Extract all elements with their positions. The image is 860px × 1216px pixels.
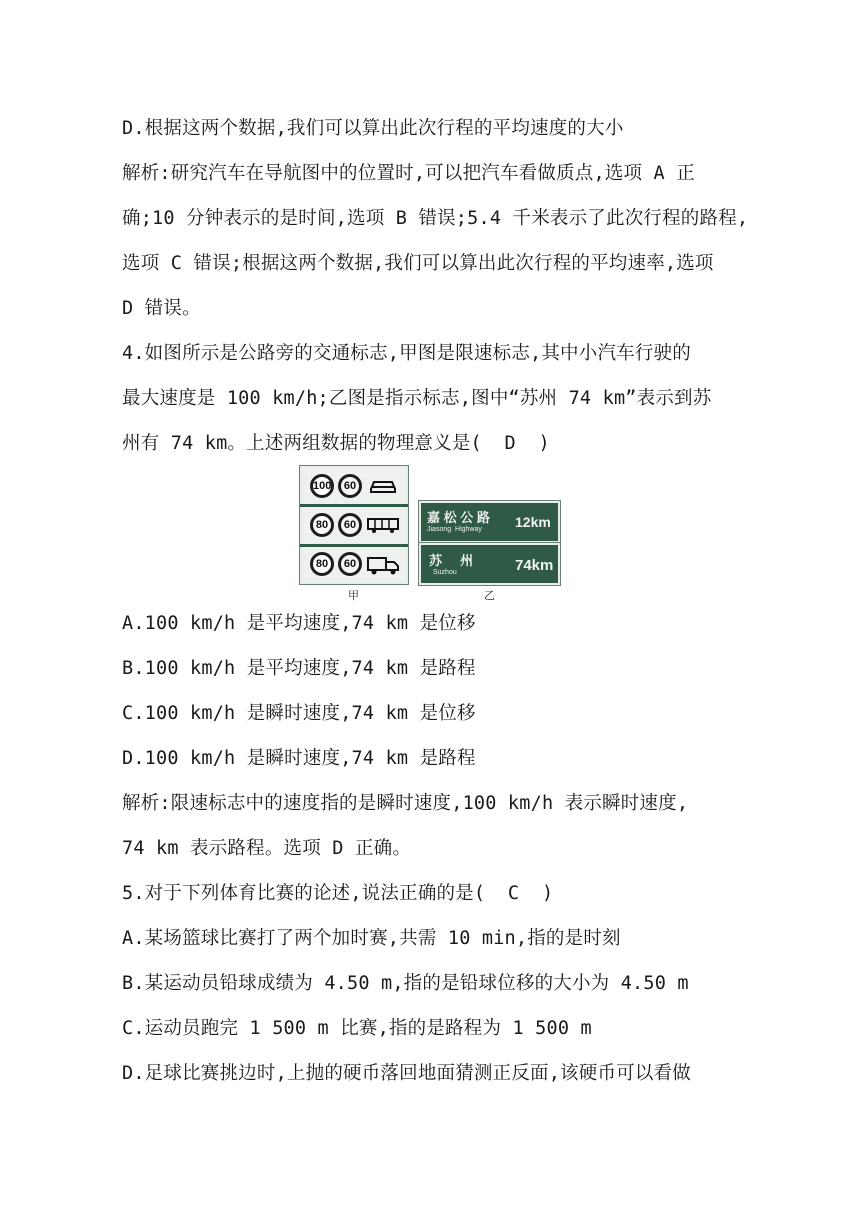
- truck-icon: [366, 552, 400, 576]
- option-4b: B.100 km/h 是平均速度,74 km 是路程: [122, 658, 476, 679]
- guide-sign-1-name: 嘉 松 公 路: [427, 510, 490, 525]
- guide-sign-1-distance: 12km: [515, 514, 551, 530]
- guide-sign-figure: [419, 501, 560, 583]
- analysis-4-line-2: 74 km 表示路程。选项 D 正确。: [122, 838, 412, 859]
- question-4-line-1: 4.如图所示是公路旁的交通标志,甲图是限速标志,其中小汽车行驶的: [122, 343, 691, 364]
- option-5d: D.足球比赛挑边时,上抛的硬币落回地面猜测正反面,该硬币可以看做: [122, 1063, 691, 1084]
- question-4-line-3: 州有 74 km。上述两组数据的物理意义是( D ): [122, 433, 550, 454]
- guide-sign-2-pinyin: Suzhou: [433, 569, 457, 576]
- option-5c: C.运动员跑完 1 500 m 比赛,指的是路程为 1 500 m: [122, 1018, 592, 1039]
- question-5: 5.对于下列体育比赛的论述,说法正确的是( C ): [122, 883, 554, 904]
- analysis-3-line-2: 确;10 分钟表示的是时间,选项 B 错误;5.4 千米表示了此次行程的路程,: [122, 208, 749, 229]
- analysis-4-line-1: 解析:限速标志中的速度指的是瞬时速度,100 km/h 表示瞬时速度,: [122, 793, 689, 814]
- option-4c: C.100 km/h 是瞬时速度,74 km 是位移: [122, 703, 476, 724]
- max-speed-sign: 80: [310, 513, 334, 537]
- min-speed-sign: 60: [338, 552, 362, 576]
- analysis-3-line-4: D 错误。: [122, 298, 201, 319]
- figure-caption-jia: 甲: [348, 590, 359, 602]
- option-5a: A.某场篮球比赛打了两个加时赛,共需 10 min,指的是时刻: [122, 928, 621, 949]
- option-4d: D.100 km/h 是瞬时速度,74 km 是路程: [122, 748, 476, 769]
- min-speed-sign: 60: [338, 513, 362, 537]
- max-speed-sign: 100: [310, 474, 334, 498]
- question-4-line-2: 最大速度是 100 km/h;乙图是指示标志,图中“苏州 74 km”表示到苏: [122, 388, 712, 409]
- speed-limit-sign-figure: [300, 466, 408, 584]
- analysis-3-line-3: 选项 C 错误;根据这两个数据,我们可以算出此次行程的平均速率,选项: [122, 253, 714, 274]
- option-4a: A.100 km/h 是平均速度,74 km 是位移: [122, 613, 476, 634]
- bus-icon: [366, 516, 400, 534]
- figure-caption-yi: 乙: [484, 590, 495, 602]
- guide-sign-2-name: 苏 州: [429, 553, 474, 568]
- car-icon: [368, 476, 398, 496]
- max-speed-sign: 80: [310, 552, 334, 576]
- option-5b: B.某运动员铅球成绩为 4.50 m,指的是铅球位移的大小为 4.50 m: [122, 973, 689, 994]
- guide-sign-2-distance: 74km: [515, 557, 554, 574]
- analysis-3-line-1: 解析:研究汽车在导航图中的位置时,可以把汽车看做质点,选项 A 正: [122, 163, 695, 184]
- guide-sign-1-pinyin: Jiasong Highway: [427, 526, 482, 533]
- min-speed-sign: 60: [338, 474, 362, 498]
- option-3d: D.根据这两个数据,我们可以算出此次行程的平均速度的大小: [122, 118, 624, 139]
